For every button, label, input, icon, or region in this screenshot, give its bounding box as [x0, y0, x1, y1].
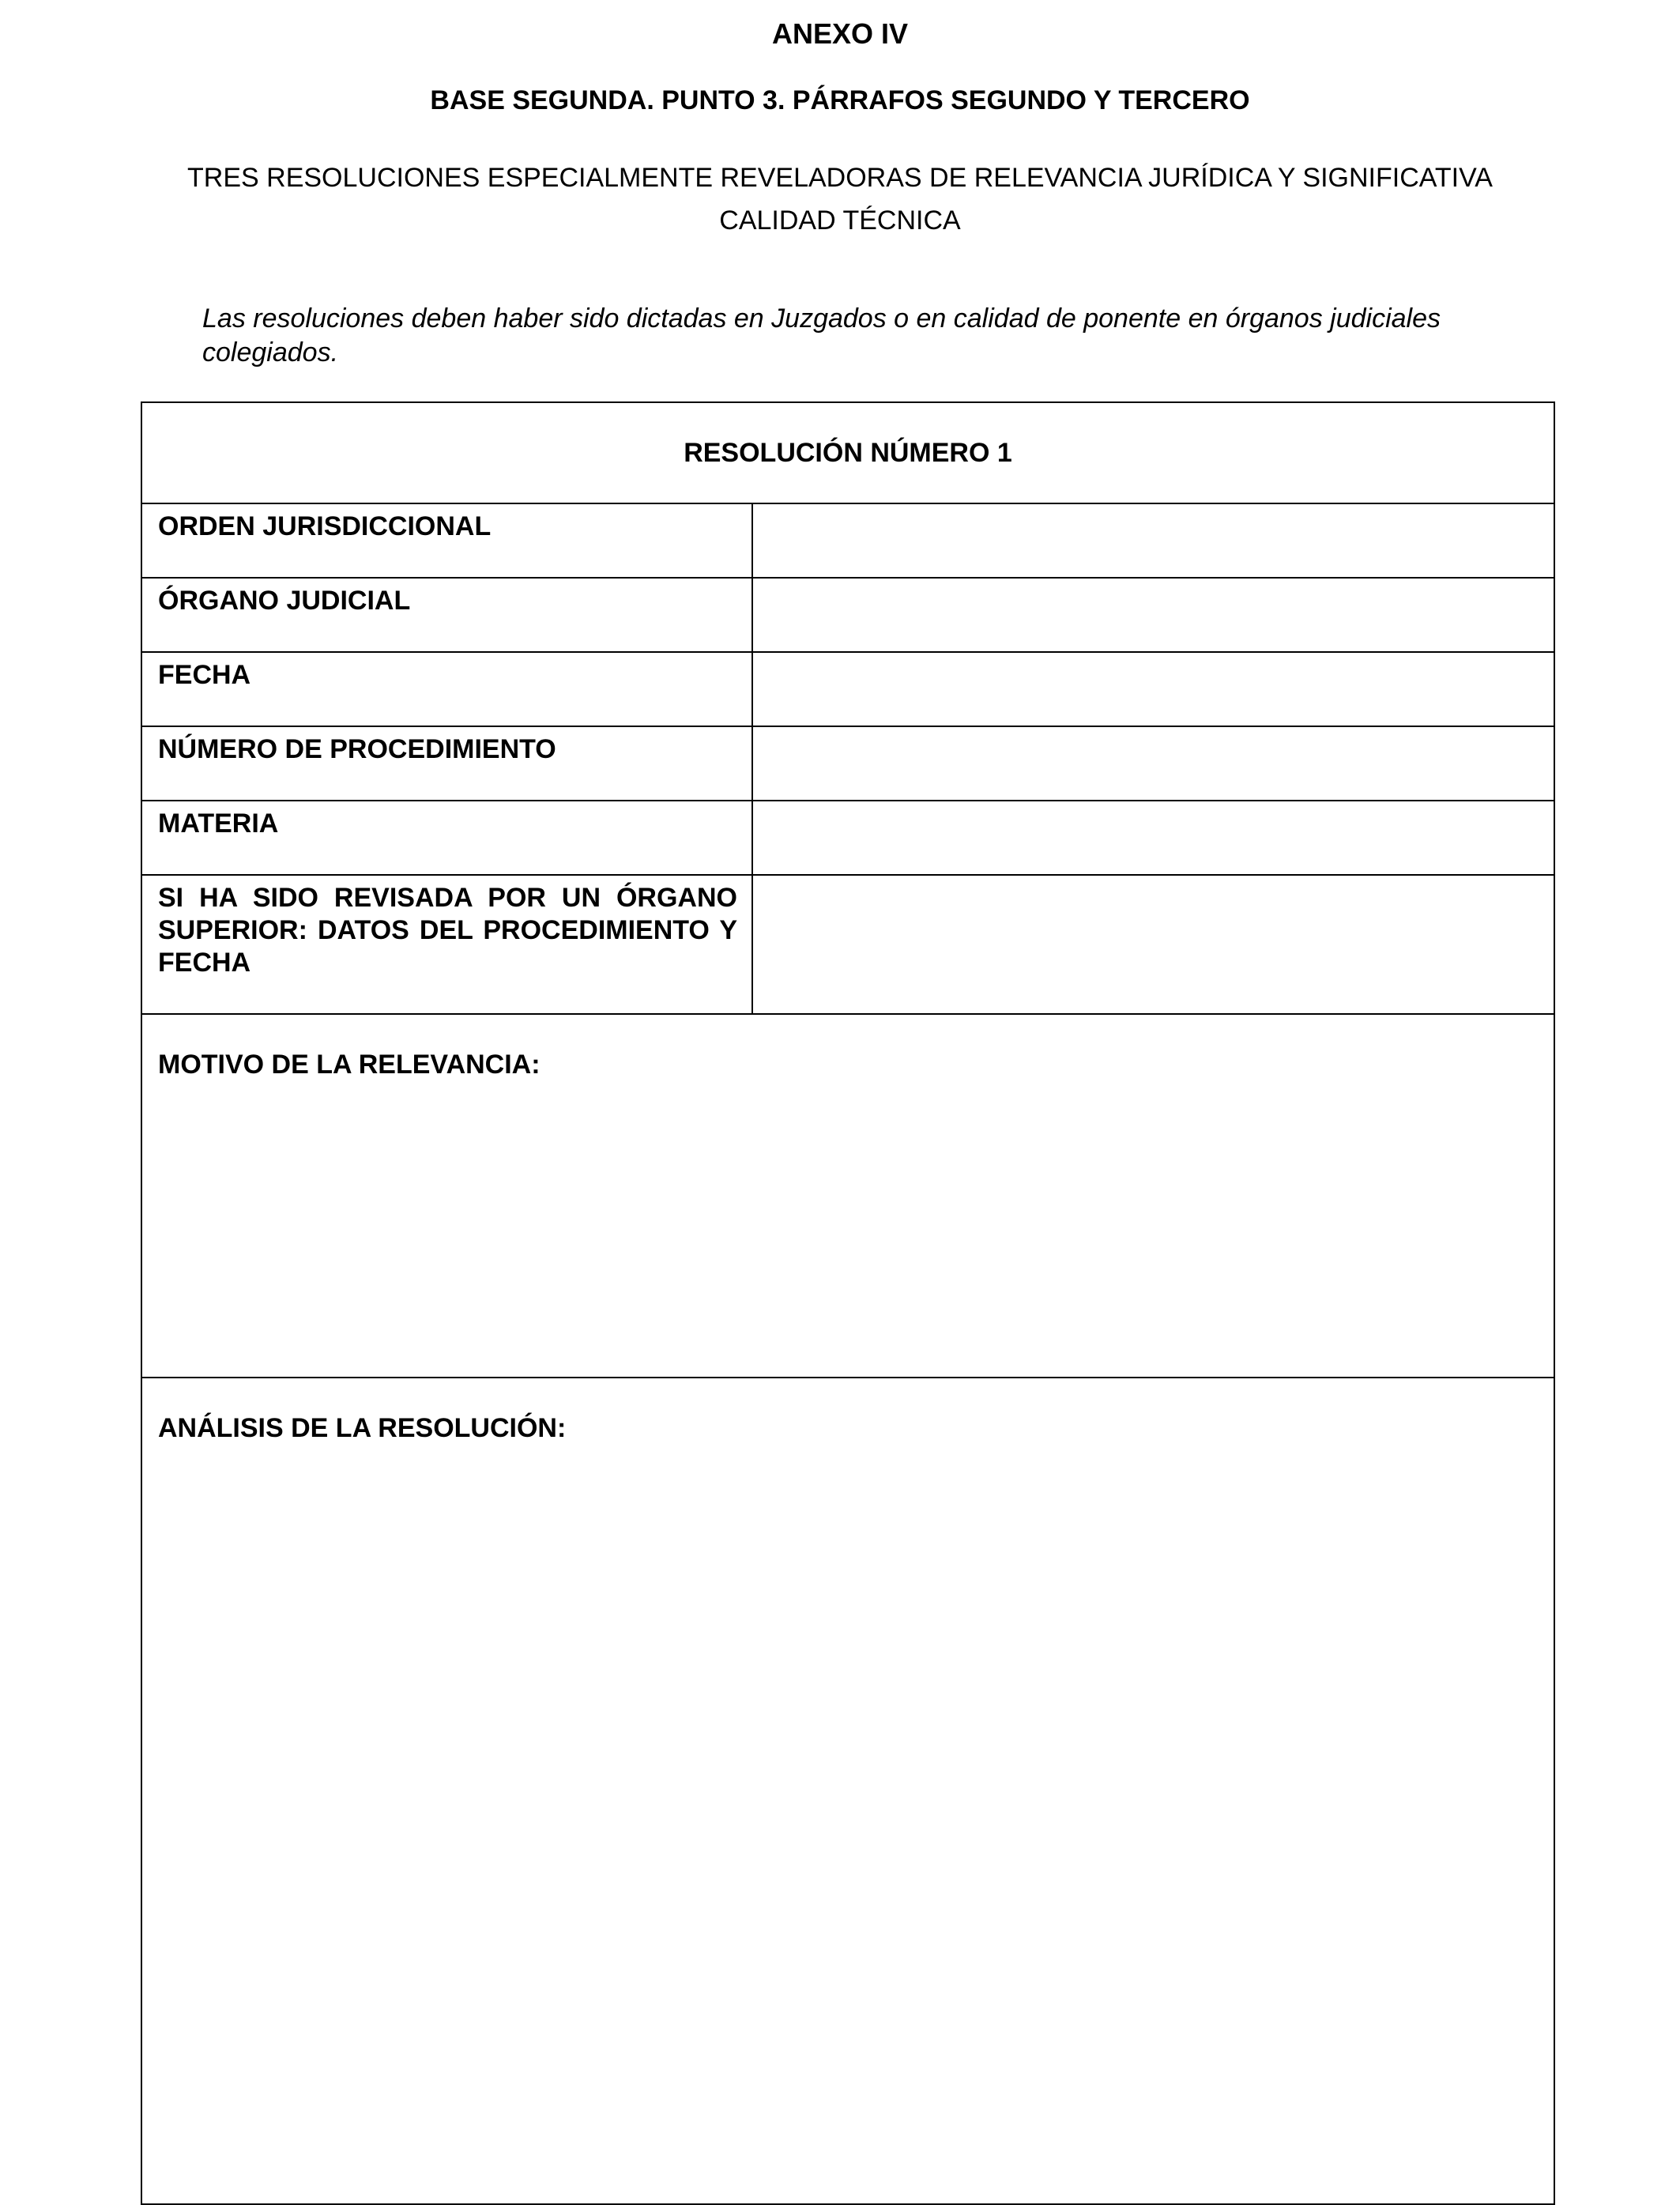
resolution-number-header: RESOLUCIÓN NÚMERO 1 — [141, 402, 1554, 503]
field-value-organo-judicial[interactable] — [752, 578, 1554, 652]
table-row — [141, 801, 1554, 875]
document-subtitle: TRES RESOLUCIONES ESPECIALMENTE REVELADORAS DE RELEVANCIA JURÍDICA Y SIGNIFICATIVA CALIDAD TÉCNICA — [187, 163, 1493, 236]
field-label-orden-jurisdiccional: ORDEN JURISDICCIONAL — [141, 503, 752, 578]
motivo-relevancia-section[interactable]: MOTIVO DE LA RELEVANCIA: — [141, 1014, 1554, 1378]
field-label-fecha: FECHA — [141, 652, 752, 726]
table-row — [141, 652, 1554, 726]
table-row — [141, 875, 1554, 1014]
field-value-orden-jurisdiccional[interactable] — [752, 503, 1554, 578]
field-label-materia: MATERIA — [141, 801, 752, 875]
table-row — [141, 726, 1554, 801]
field-value-fecha[interactable] — [752, 652, 1554, 726]
field-label-numero-procedimiento: NÚMERO DE PROCEDIMIENTO — [141, 726, 752, 801]
field-label-revision-organo-superior: SI HA SIDO REVISADA POR UN ÓRGANO SUPERIOR: DATOS DEL PROCEDIMIENTO Y FECHA — [141, 875, 752, 1014]
table-row — [141, 503, 1554, 578]
table-row — [141, 1014, 1554, 1378]
table-row — [141, 578, 1554, 652]
base-title: BASE SEGUNDA. PUNTO 3. PÁRRAFOS SEGUNDO Y TERCERO — [430, 85, 1250, 115]
table-row — [141, 1378, 1554, 2204]
instructions-note: Las resoluciones deben haber sido dictadas en Juzgados o en calidad de ponente en órganos judiciales colegiados. — [202, 303, 1441, 368]
field-value-materia[interactable] — [752, 801, 1554, 875]
field-label-organo-judicial: ÓRGANO JUDICIAL — [141, 578, 752, 652]
resolution-form-table — [141, 401, 1555, 2205]
annex-title: ANEXO IV — [771, 17, 909, 50]
field-value-numero-procedimiento[interactable] — [752, 726, 1554, 801]
analisis-resolucion-section[interactable]: ANÁLISIS DE LA RESOLUCIÓN: — [141, 1378, 1554, 2204]
field-value-revision-organo-superior[interactable] — [752, 875, 1554, 1014]
